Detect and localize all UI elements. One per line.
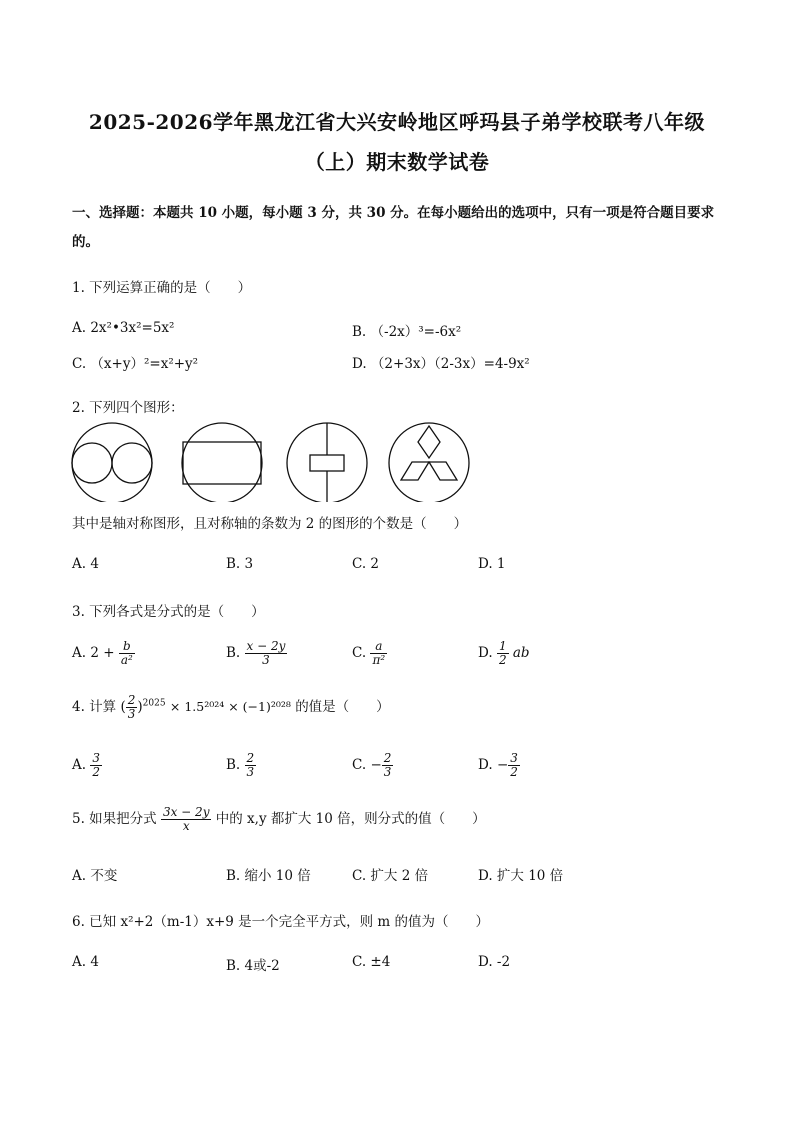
option-label: D. [478,645,493,662]
question-1-stem: 1. 下列运算正确的是（ ） [72,280,252,296]
question-1-option-b: B. （-2x）³=-6x² [352,324,462,340]
fraction [90,752,102,779]
minus-sign: − [496,757,509,774]
fraction [382,752,394,779]
question-6-stem: 6. 已知 x²+2（m-1）x+9 是一个完全平方式，则 m 的值为（ ） [72,914,490,930]
exam-title-line1: 2025-2026学年黑龙江省大兴安岭地区呼玛县子弟学校联考八年级 [88,110,706,134]
numerator: x − 2y [246,639,286,653]
denominator: 2 [92,765,100,780]
question-1-option-c: C. （x+y）²=x²+y² [72,356,199,372]
fraction [119,640,135,667]
question-5-option-a: A. 不变 [72,868,118,884]
stem-suffix: 的值是（ ） [295,699,390,716]
question-3-option-c [352,640,387,667]
option-label: D. [478,757,493,774]
question-4-option-d [478,752,520,779]
minus-sign: − [370,757,382,774]
question-4-option-c [352,752,393,779]
option-suffix: ab [512,645,530,662]
option-label: B. [226,645,241,662]
figure-three-rhombus [389,423,469,502]
numerator: 2 [383,751,392,765]
paren-close: ) [137,699,143,716]
option-label: B. [226,757,241,774]
question-1-option-d: D. （2+3x）（2-3x）=4-9x² [352,356,530,372]
question-3-option-a [72,640,135,667]
paren-open: ( [120,699,126,716]
numerator: 2 [246,751,255,765]
question-2-option-a: A. 4 [72,556,99,572]
stem-suffix: 中的 x,y 都扩大 10 倍，则分式的值（ ） [215,811,486,828]
question-3-option-d [478,640,530,667]
question-6-option-c: C. ±4 [352,954,391,970]
question-2-option-d: D. 1 [478,556,506,572]
figure-rectangle-in-circle [182,423,262,502]
numerator: 3x − 2y [162,805,210,819]
fraction [370,640,387,667]
option-label: A. [72,645,87,662]
question-4-option-b [226,752,256,779]
question-5-option-d: D. 扩大 10 倍 [478,868,564,884]
fraction [245,752,257,779]
question-2-stem: 2. 下列四个图形： [72,400,184,416]
exponent: 2025 [142,698,166,709]
section-instructions-line1: 一、选择题：本题共 10 小题，每小题 3 分，共 30 分。在每小题给出的选项中，只有一项是符合题目要求 [72,205,715,221]
numerator: 3 [92,751,100,765]
question-3-stem: 3. 下列各式是分式的是（ ） [72,604,265,620]
figure-square-with-line [287,423,367,502]
numerator: 3 [510,751,518,765]
stem-prefix: 4. 计算 [72,699,117,716]
numerator: 1 [498,639,507,653]
numerator: 2 [127,693,136,707]
expression-rest: × 1.5²⁰²⁴ × (−1)²⁰²⁸ [169,699,291,715]
question-5-option-b: B. 缩小 10 倍 [226,868,311,884]
question-5-stem [72,806,486,833]
fraction [497,640,509,667]
denominator: 2 [510,765,518,780]
section-instructions-line2: 的。 [72,234,99,250]
fraction [126,694,138,721]
question-4-stem [72,694,390,721]
numerator: a [370,640,387,654]
denominator: a² [120,653,133,668]
exam-title-line2: （上）期末数学试卷 [304,150,490,174]
option-label: C. [352,757,367,774]
question-3-option-b [226,640,287,667]
option-label: C. [352,645,367,662]
denominator: π² [372,653,386,668]
question-2-figures [70,420,480,502]
option-prefix: 2 + [90,645,115,662]
question-6-option-b: B. 4或-2 [226,958,280,974]
question-6-option-d: D. -2 [478,954,511,970]
stem-prefix: 5. 如果把分式 [72,811,157,828]
question-6-option-a: A. 4 [72,954,99,970]
question-4-option-a [72,752,102,779]
question-5-option-c: C. 扩大 2 倍 [352,868,429,884]
denominator: 3 [262,653,270,668]
denominator: 3 [127,707,136,722]
fraction [508,752,520,779]
denominator: 3 [383,765,392,780]
denominator: x [182,819,190,834]
question-1-option-a: A. 2x²•3x²=5x² [72,320,175,336]
question-2-option-c: C. 2 [352,556,380,572]
denominator: 3 [246,765,255,780]
option-label: A. [72,757,87,774]
fraction [245,640,288,667]
numerator: b [119,640,135,654]
fraction [161,806,212,833]
question-2-option-b: B. 3 [226,556,254,572]
question-2-question: 其中是轴对称图形，且对称轴的条数为 2 的图形的个数是（ ） [72,516,468,532]
denominator: 2 [498,653,507,668]
figure-two-circles [72,423,152,502]
